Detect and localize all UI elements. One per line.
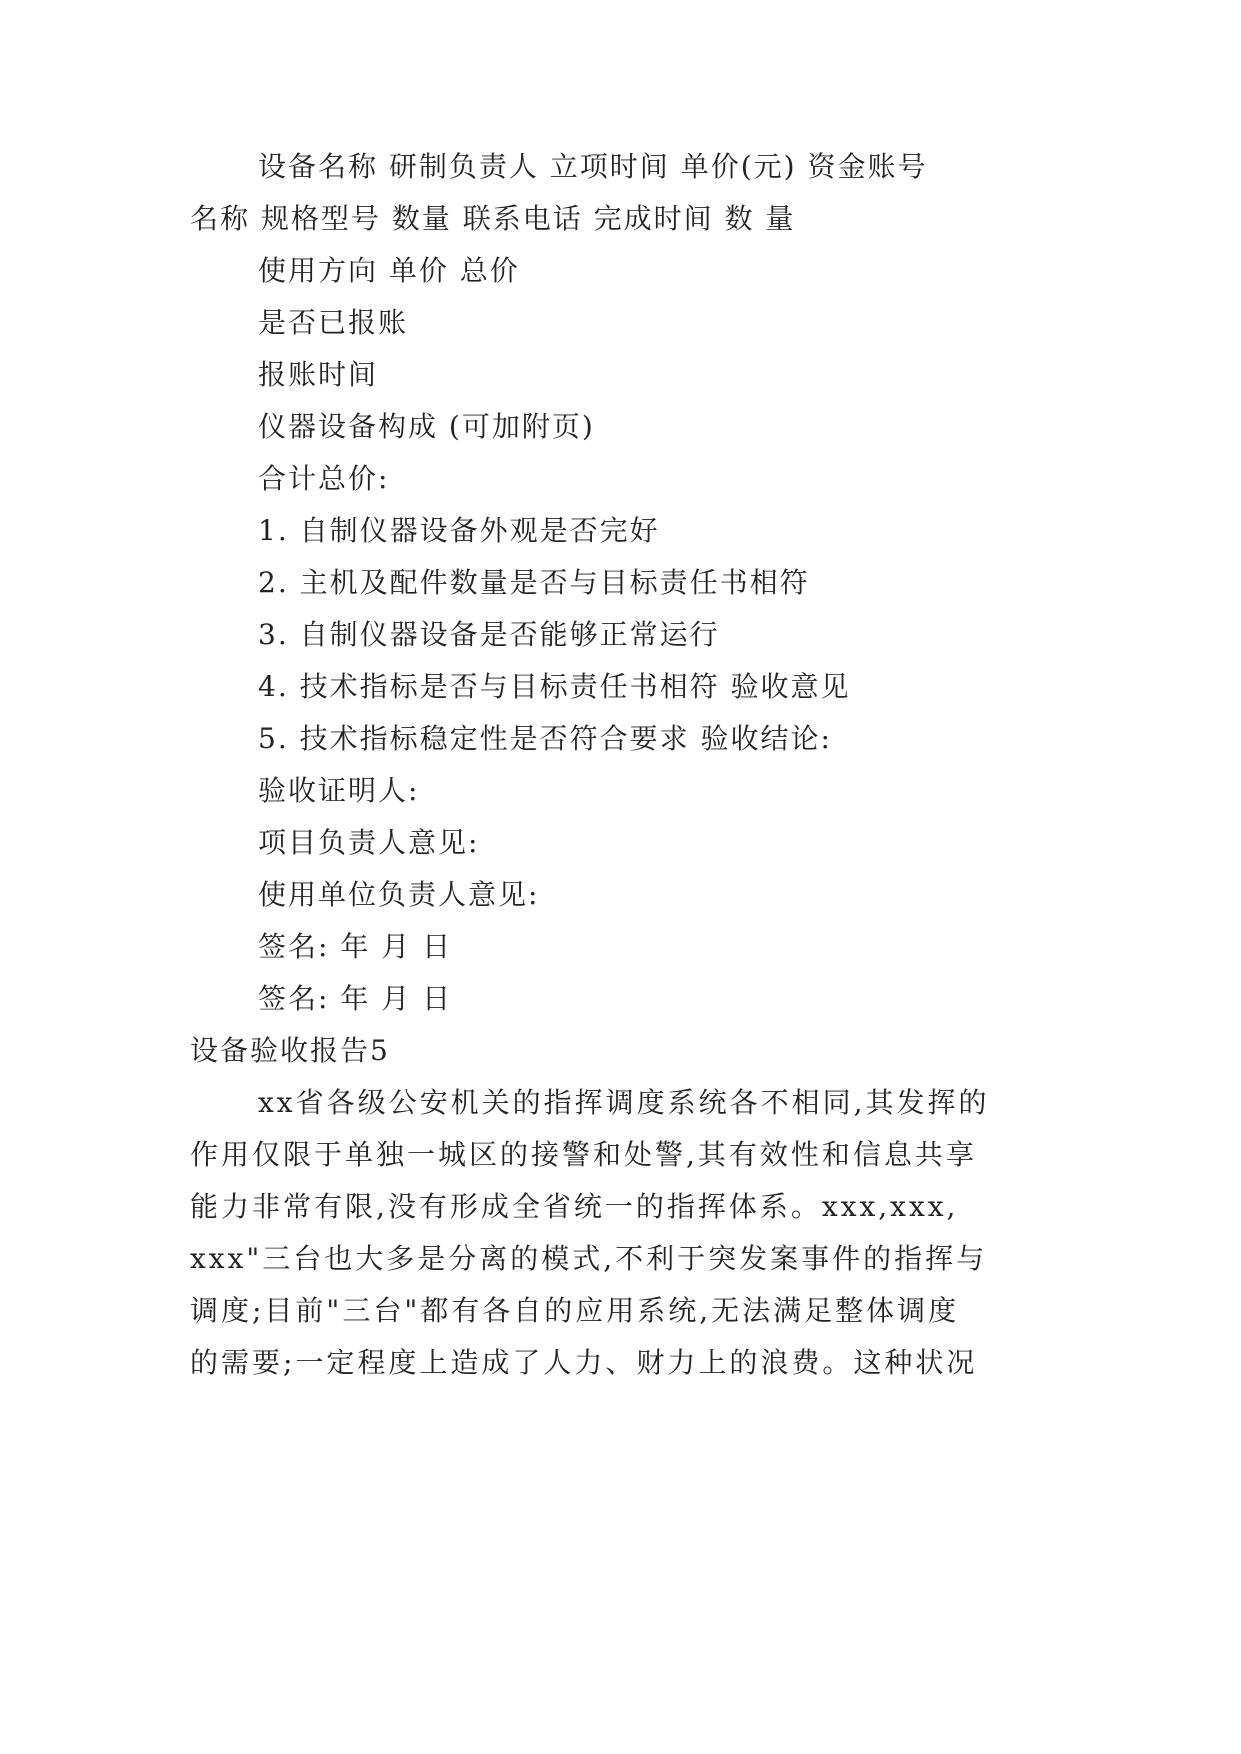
form-line-composition: 仪器设备构成 (可加附页) bbox=[258, 410, 595, 443]
checklist-item-1: 1. 自制仪器设备外观是否完好 bbox=[258, 514, 660, 547]
paragraph-line-2: 作用仅限于单独一城区的接警和处警,其有效性和信息共享 bbox=[190, 1138, 977, 1171]
form-header-line-2: 名称 规格型号 数量 联系电话 完成时间 数 量 bbox=[190, 202, 796, 235]
section-title: 设备验收报告5 bbox=[190, 1034, 390, 1067]
checklist-item-3: 3. 自制仪器设备是否能够正常运行 bbox=[258, 618, 720, 651]
paragraph-line-6: 的需要;一定程度上造成了人力、财力上的浪费。这种状况 bbox=[190, 1346, 978, 1379]
paragraph-line-3: 能力非常有限,没有形成全省统一的指挥体系。xxx,xxx, bbox=[190, 1190, 959, 1223]
signature-line-2: 签名: 年 月 日 bbox=[258, 982, 453, 1015]
form-line-witness: 验收证明人: bbox=[258, 774, 420, 807]
paragraph-line-1: xx省各级公安机关的指挥调度系统各不相同,其发挥的 bbox=[258, 1086, 990, 1119]
paragraph-line-4: xxx"三台也大多是分离的模式,不利于突发案事件的指挥与 bbox=[190, 1242, 988, 1275]
form-line-project-lead-opinion: 项目负责人意见: bbox=[258, 826, 480, 859]
checklist-item-5: 5. 技术指标稳定性是否符合要求 验收结论: bbox=[258, 722, 832, 755]
form-line-reimburse-time: 报账时间 bbox=[258, 358, 379, 391]
form-line-reimbursed: 是否已报账 bbox=[258, 306, 409, 339]
checklist-item-4: 4. 技术指标是否与目标责任书相符 验收意见 bbox=[258, 670, 851, 703]
form-line-usage: 使用方向 单价 总价 bbox=[258, 254, 520, 287]
paragraph-line-5: 调度;目前"三台"都有各自的应用系统,无法满足整体调度 bbox=[190, 1294, 960, 1327]
checklist-item-2: 2. 主机及配件数量是否与目标责任书相符 bbox=[258, 566, 810, 599]
signature-line-1: 签名: 年 月 日 bbox=[258, 930, 453, 963]
form-header-line-1: 设备名称 研制负责人 立项时间 单价(元) 资金账号 bbox=[258, 150, 928, 183]
form-line-unit-lead-opinion: 使用单位负责人意见: bbox=[258, 878, 540, 911]
form-line-total: 合计总价: bbox=[258, 462, 390, 495]
